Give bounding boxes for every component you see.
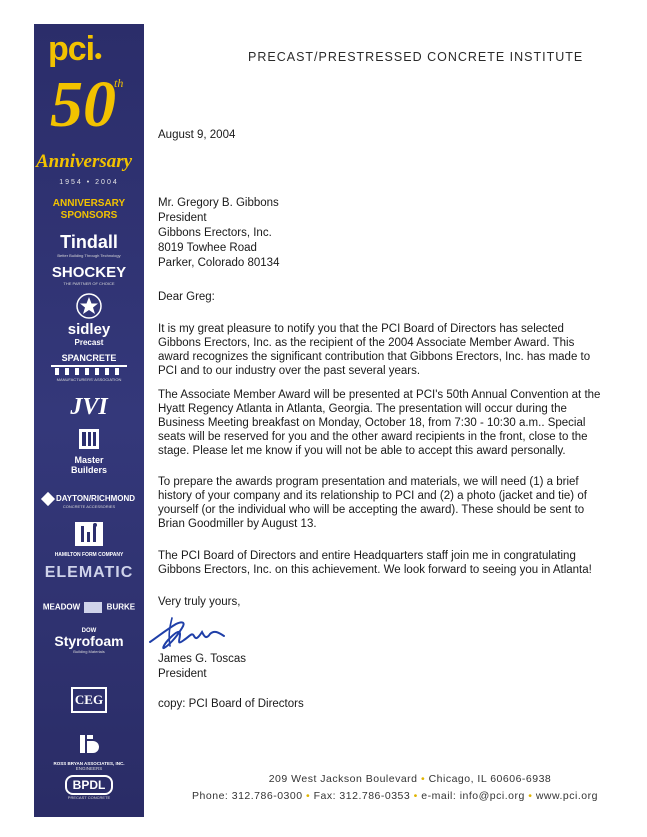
pci-logo: pci● — [48, 30, 102, 68]
anniversary-script: Anniversary — [36, 151, 133, 172]
address-line: Gibbons Erectors, Inc. — [158, 227, 272, 239]
address-line: Parker, Colorado 80134 — [158, 257, 280, 269]
master-builders-logo: Master Builders — [34, 428, 144, 475]
signer-title: President — [158, 668, 207, 680]
meadow-burke-logo: MEADOW BURKE — [42, 602, 136, 612]
styrofoam-logo: DOW Styrofoam Building Materials — [54, 628, 124, 654]
paragraph-award: It is my great pleasure to notify you that the PCI Board of Directors has selected Gibbons Erectors, Inc. as the recipient of the 2004 Associate Member Award. This award recognizes the significant contribution that Gibbons Erectors, Inc. has made to PCI and to our industry over the past several years. — [158, 323, 591, 377]
signer-block — [158, 652, 246, 682]
footer-phone: Phone: 312.786-0300 — [192, 790, 303, 802]
sponsor-sidebar — [34, 24, 144, 817]
tindall-logo: Tindall Better Building Through Technology — [57, 232, 121, 258]
address-line: 8019 Towhee Road — [158, 242, 257, 254]
paragraph-congratulations: The PCI Board of Directors and entire Headquarters staff join me in congratulating Gibbons Erectors, Inc. on this achievement. We look forward to seeing you in Atlanta! — [158, 550, 592, 576]
footer-address: 209 West Jackson Boulevard • Chicago, IL 60606-6938 — [268, 773, 552, 785]
footer-email: e-mail: info@pci.org — [421, 790, 525, 802]
footer-fax: Fax: 312.786-0353 — [313, 790, 411, 802]
mb-icon — [84, 602, 102, 613]
sidley-logo: sidley Precast — [34, 292, 144, 347]
letterhead-title: PRECAST/PRESTRESSED CONCRETE INSTITUTE — [248, 50, 584, 64]
ross-bryan-logo: ROSS BRYAN ASSOCIATES, INC. ENGINEERS — [34, 732, 144, 771]
footer-website: www.pci.org — [535, 790, 598, 802]
bpdl-logo: BPDL PRECAST CONCRETE — [34, 775, 144, 800]
paragraph-presentation: The Associate Member Award will be presented at PCI's 50th Annual Convention at the Hyatt Regency Atlanta in Atlanta, Georgia. The presentation will occur during the Business Meeting breakfast on Monday, October 18, from 7:30 - 10:30 a.m.. Special seats will be reserved for you and the other award recipients in the front, close to the stage. Please let me know if you will not be able to accept this award personally. — [158, 389, 601, 457]
closing: Very truly yours, — [158, 596, 241, 608]
master-builders-icon — [78, 428, 100, 450]
sponsors-heading: ANNIVERSARY SPONSORS — [52, 198, 126, 221]
signer-name: James G. Toscas — [158, 653, 246, 665]
salutation: Dear Greg: — [158, 291, 215, 303]
rb-icon — [77, 732, 101, 756]
anniversary-years: 1954 • 2004 — [59, 179, 119, 186]
star-icon — [72, 292, 106, 320]
copy-line: copy: PCI Board of Directors — [158, 698, 304, 710]
shockey-logo: SHOCKEY THE PARTNER OF CHOICE — [51, 264, 127, 286]
recipient-address — [158, 196, 279, 271]
fifty-suffix: th — [114, 76, 124, 90]
hamilton-form-logo: HAMILTON FORM COMPANY — [34, 521, 144, 558]
signature — [146, 612, 246, 654]
ceg-logo: CEG — [34, 687, 144, 713]
address-line: Mr. Gregory B. Gibbons — [158, 197, 279, 209]
spancrete-logo: SPANCRETE MANUFACTURERS' ASSOCIATION — [34, 353, 144, 382]
address-line: President — [158, 212, 207, 224]
elematic-logo: ELEMATIC — [44, 564, 134, 581]
hamilton-icon — [74, 521, 104, 547]
paragraph-materials: To prepare the awards program presentation and materials, we will need (1) a brief history of your company and its relationship to PCI and (2) a photo (jacket and tie) of yourself (or the individual who will be accepting the award). These should be sent to Brian Goodmiller by August 13. — [158, 476, 587, 530]
footer-contact: Phone: 312.786-0300 • Fax: 312.786-0353 • e-mail: info@pci.org • www.pci.org — [192, 790, 598, 802]
fifty-numeral: 50 — [50, 68, 116, 141]
dayton-richmond-logo: DAYTON/RICHMOND CONCRETE ACCESSORIES — [34, 494, 144, 509]
diamond-icon — [41, 492, 55, 506]
jvi-logo: JVI — [70, 394, 108, 420]
letter-date: August 9, 2004 — [158, 129, 236, 141]
bridge-icon — [49, 364, 129, 376]
